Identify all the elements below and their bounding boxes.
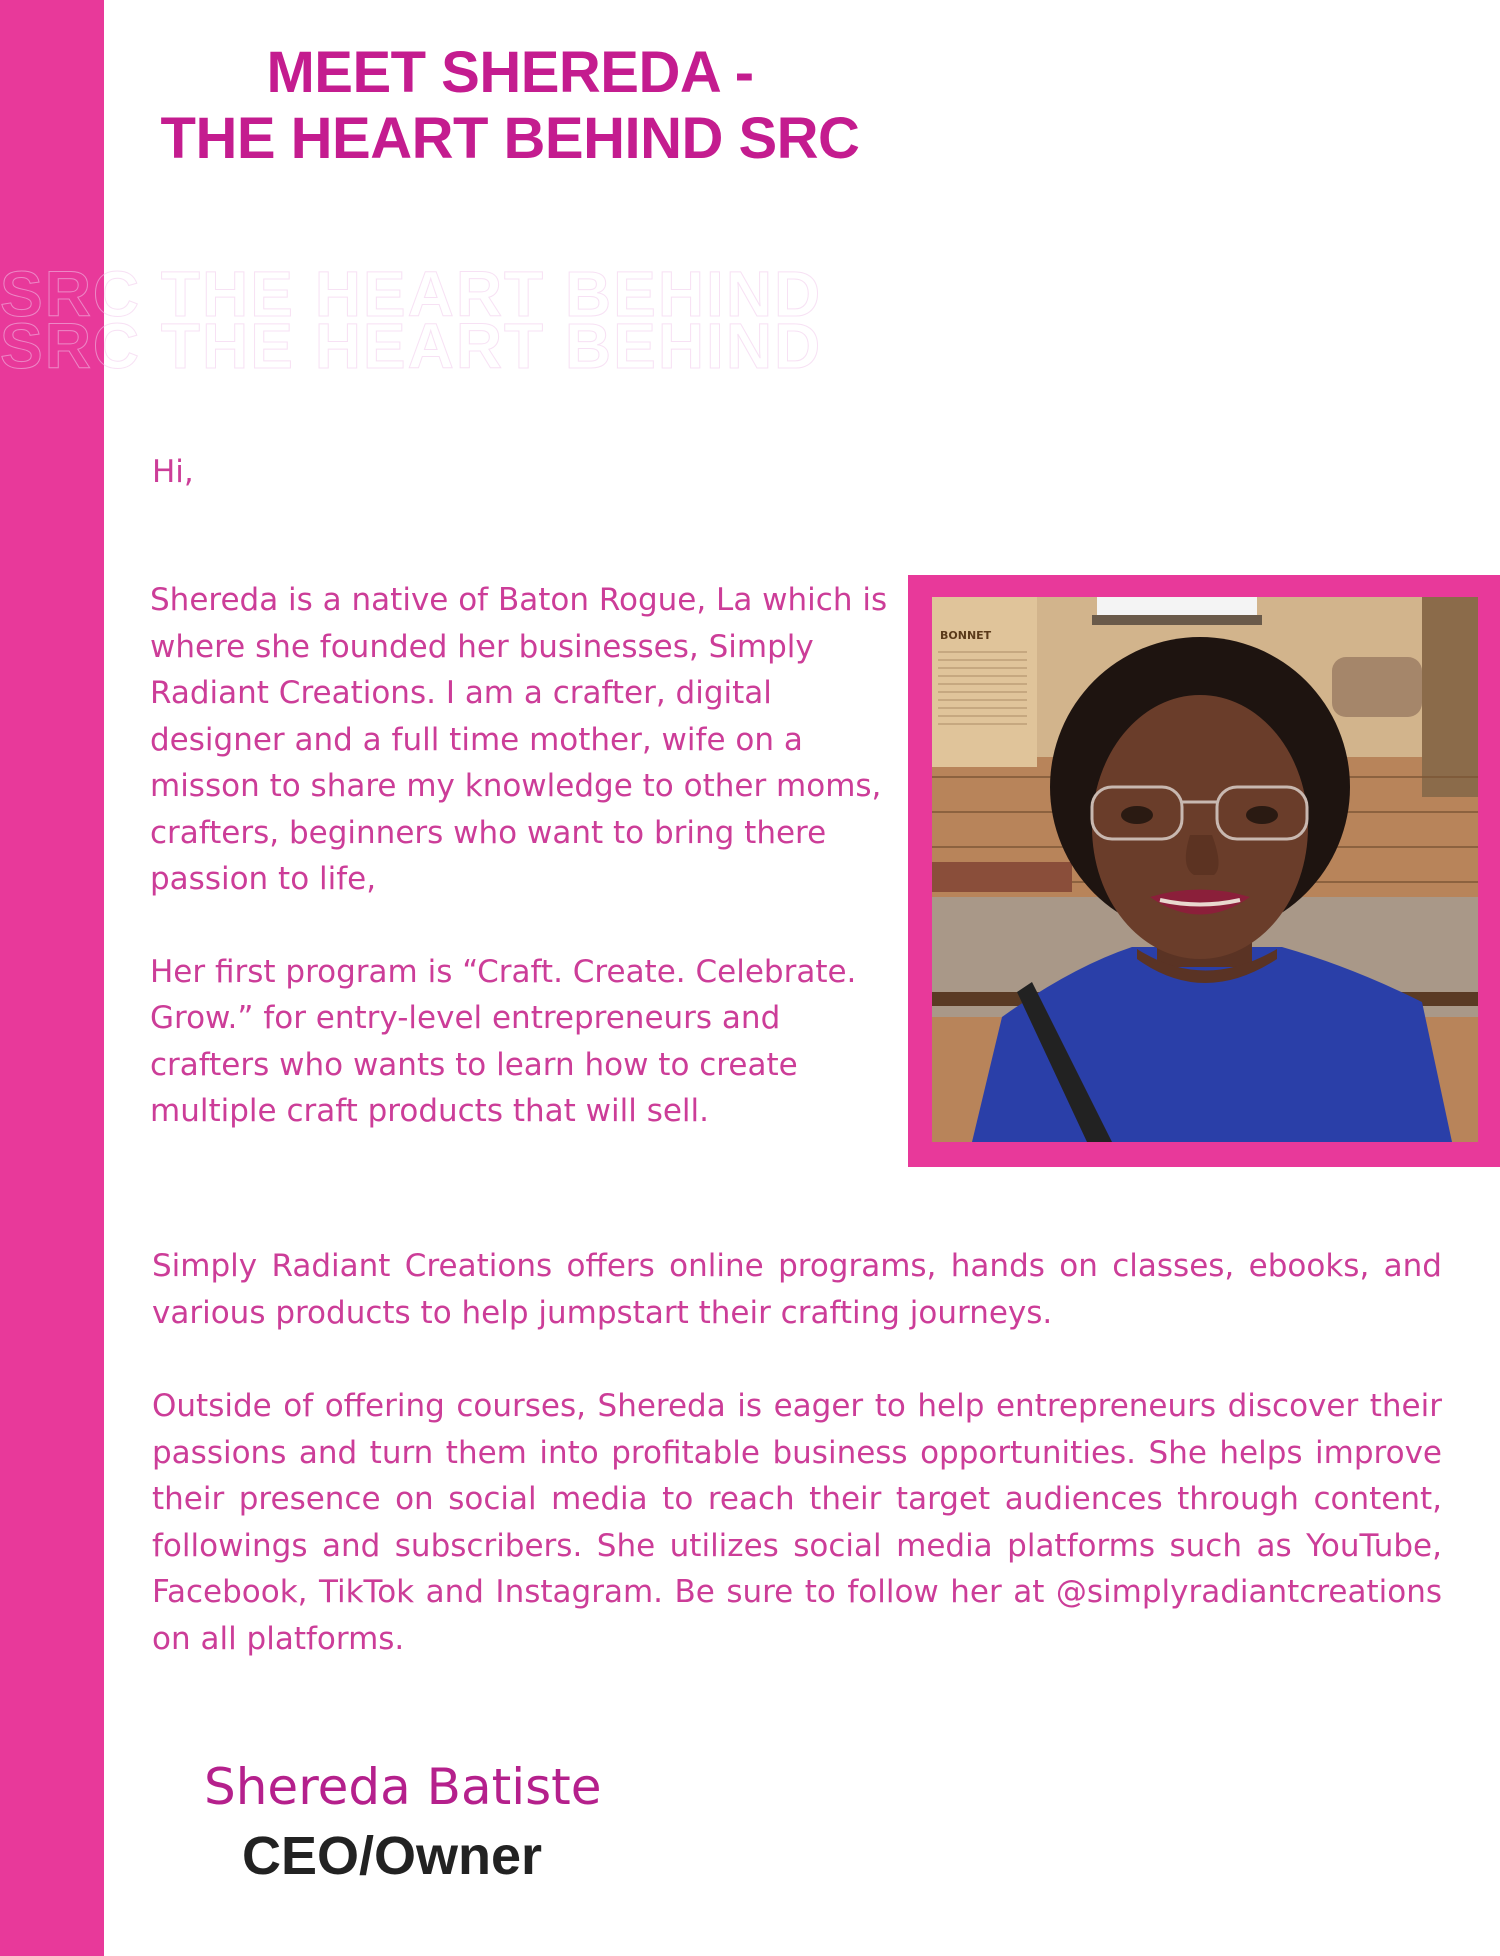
program-paragraph: Her first program is “Craft. Create. Celebrate. Grow.” for entry-level entrepreneurs and crafters who wants to learn how to create multiple craft products that will sell.	[150, 953, 857, 1129]
page-title	[130, 40, 890, 172]
ghost-watermark-text: SRC THE HEART BEHIND SRC THE HEART BEHIND	[0, 258, 823, 382]
signature-role: CEO/Owner	[242, 1826, 543, 1886]
portrait-photo	[932, 597, 1478, 1142]
offers-paragraph: Simply Radiant Creations offers online programs, hands on classes, ebooks, and various products to help jumpstart their crafting journeys.	[152, 1248, 1442, 1331]
title-line-2: THE HEART BEHIND SRC	[160, 106, 860, 171]
intro-column	[150, 577, 890, 1181]
outside-paragraph: Outside of offering courses, Shereda is eager to help entrepreneurs discover their passions and turn them into profitable business opportunities. She helps improve their presence on social media to reach their target audiences through content, followings and subscribers. She utilizes social media platforms such as YouTube, Facebook, TikTok and Instagram. Be sure to follow her at @simplyradiantcreations on all platforms.	[152, 1388, 1442, 1657]
greeting: Hi,	[152, 454, 194, 490]
photo-sign-text: BONNET	[940, 629, 992, 642]
title-line-1: MEET SHEREDA -	[266, 40, 754, 105]
intro-paragraph: Shereda is a native of Baton Rogue, La which is where she founded her businesses, Simply Radiant Creations. I am a crafter, digital designer and a full time mother, wife on a misson to share my knowledge to other moms, crafters, beginners who want to bring there passion to life,	[150, 582, 888, 897]
signature-name: Shereda Batiste	[204, 1758, 602, 1816]
portrait-frame	[908, 575, 1500, 1167]
